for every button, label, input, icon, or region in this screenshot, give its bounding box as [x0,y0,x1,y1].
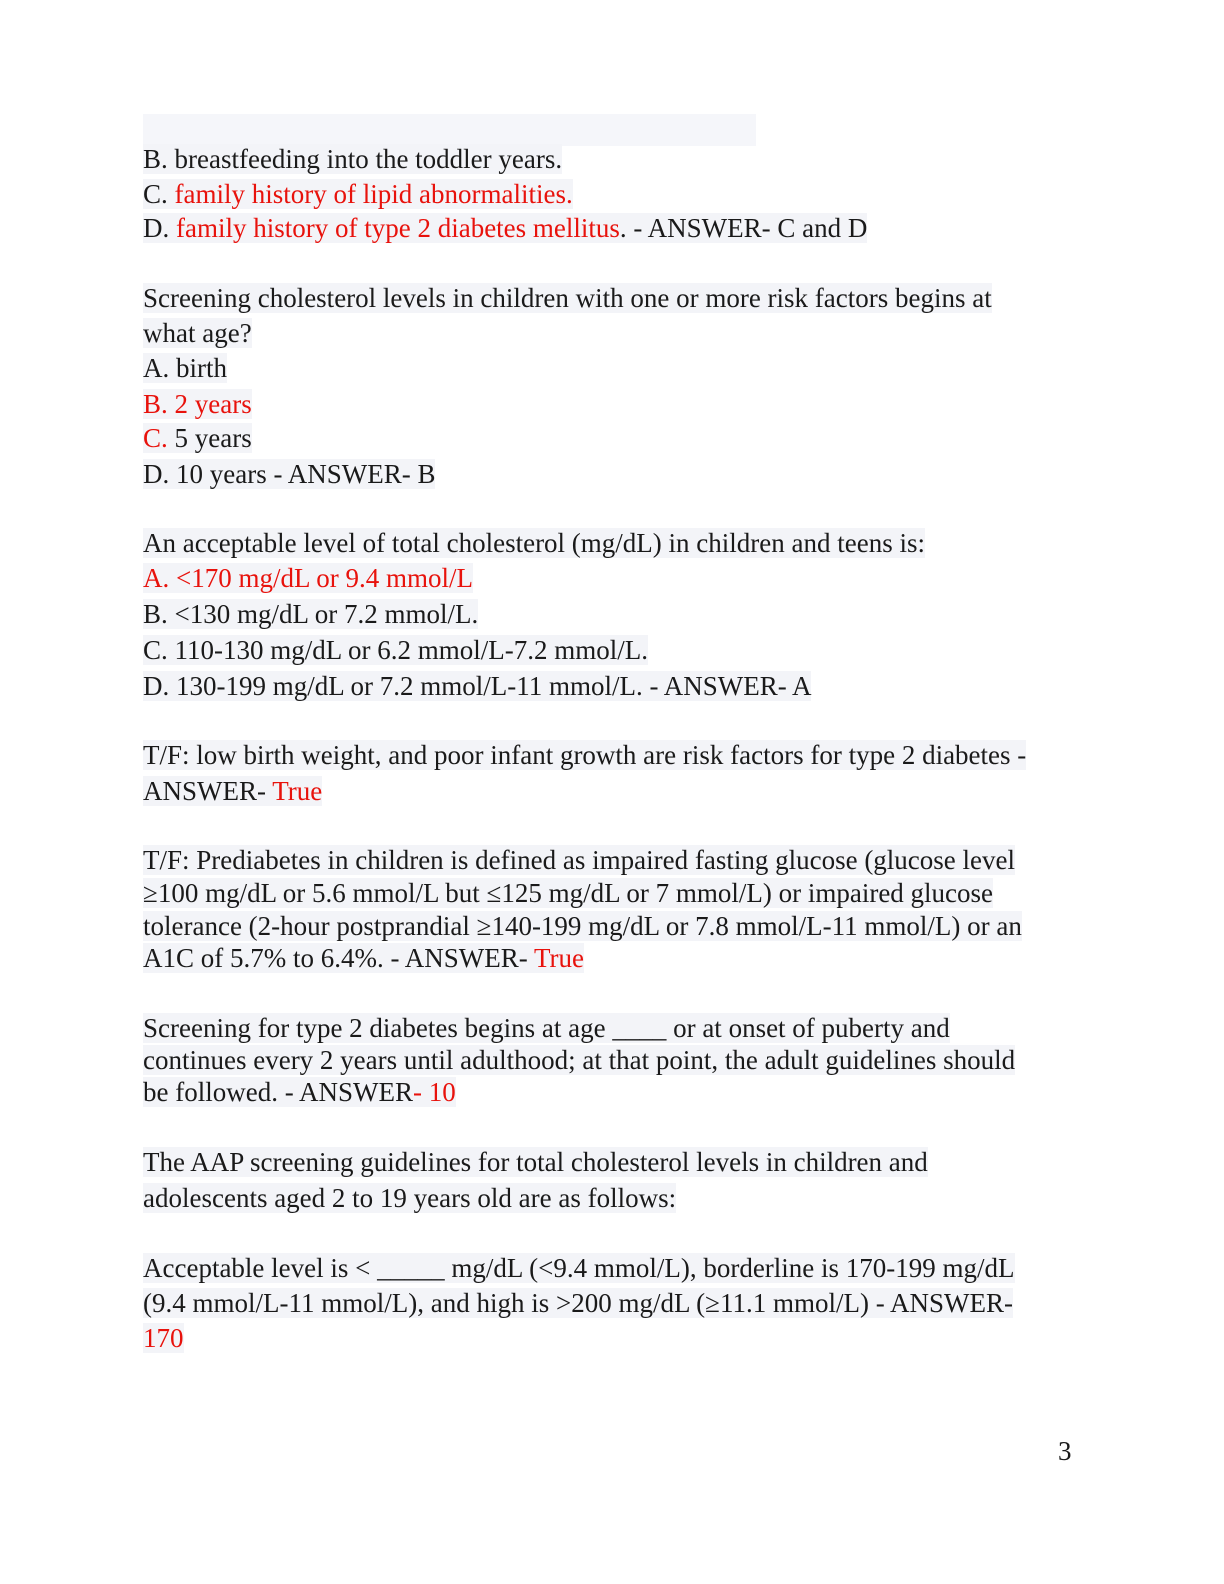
q7-line1 [143,1145,928,1179]
q5-answer: True [534,943,585,973]
q2-option-d-text: D. 10 years - ANSWER- B [143,459,436,489]
q1-option-d-text: family history of type 2 diabetes mellitus [176,213,620,243]
q7-line3-text: Acceptable level is < _____ mg/dL (<9.4 mmol/L), borderline is 170-199 mg/dL [143,1253,1015,1283]
q2-option-a [143,351,227,385]
q6-answer: - 10 [412,1077,456,1107]
q2-option-b-text: B. 2 years [143,389,252,419]
q3-stem-text: An acceptable level of total cholesterol (mg/dL) in children and teens is: [143,528,925,558]
q5-answer-prefix: A1C of 5.7% to 6.4%. - ANSWER- [143,943,534,973]
q2-option-a-text: A. birth [143,353,227,383]
q5-line1 [143,843,1015,877]
q5-line3-text: tolerance (2-hour postprandial ≥140-199 mg/dL or 7.8 mmol/L-11 mmol/L) or an [143,911,1022,941]
q7-line3 [143,1251,1015,1285]
q2-option-c-text: 5 years [167,423,252,453]
q1-option-d-prefix: D. [143,213,176,243]
q2-stem-line2-text: what age? [143,318,252,348]
q1-answer: . - ANSWER- C and D [619,213,868,243]
page-number: 3 [1058,1436,1072,1466]
q6-line3 [143,1075,456,1109]
q5-line4 [143,941,584,975]
q3-option-d-text: D. 130-199 mg/dL or 7.2 mmol/L-11 mmol/L. - ANSWER- A [143,671,812,701]
q7-line2 [143,1181,676,1215]
q6-line2 [143,1043,1015,1077]
q5-line2 [143,876,993,910]
q3-option-d [143,669,811,703]
q6-line2-text: continues every 2 years until adulthood; at that point, the adult guidelines should [143,1045,1016,1075]
q3-option-c [143,633,648,667]
q7-line1-text: The AAP screening guidelines for total cholesterol levels in children and [143,1147,928,1177]
q2-option-b [143,387,252,421]
q7-line2-text: adolescents aged 2 to 19 years old are as follows: [143,1183,677,1213]
q3-option-b-text: B. <130 mg/dL or 7.2 mmol/L. [143,599,479,629]
q7-line4 [143,1286,1013,1320]
q7-answer: 170 [143,1323,184,1353]
q7-line5 [143,1321,184,1355]
q1-option-c-prefix: C. [143,179,175,209]
q2-stem-line1-text: Screening cholesterol levels in children with one or more risk factors begins at [143,283,992,313]
q5-line1-text: T/F: Prediabetes in children is defined as impaired fasting glucose (glucose level [143,845,1016,875]
q2-stem-line2 [143,316,252,350]
q3-option-a [143,561,473,595]
q3-stem [143,526,925,560]
q2-option-d [143,457,435,491]
q1-option-d [143,211,867,245]
q4-line1 [143,738,1026,772]
q3-option-c-text: C. 110-130 mg/dL or 6.2 mmol/L-7.2 mmol/L. [143,635,648,665]
q2-option-c [143,421,252,455]
q5-line2-text: ≥100 mg/dL or 5.6 mmol/L but ≤125 mg/dL or 7 mmol/L) or impaired glucose [143,878,994,908]
q6-answer-prefix: be followed. - ANSWER [143,1077,413,1107]
q6-line1 [143,1011,950,1045]
q4-answer-prefix: ANSWER- [143,776,273,806]
q1-option-b-text: B. breastfeeding into the toddler years. [143,144,563,174]
q1-option-c [143,177,573,211]
q5-line3 [143,909,1022,943]
q6-line1-text: Screening for type 2 diabetes begins at age ____ or at onset of puberty and [143,1013,950,1043]
q1-option-c-text: family history of lipid abnormalities. [174,179,573,209]
q2-stem-line1 [143,281,992,315]
q1-option-b [143,142,562,176]
q7-line4-text: (9.4 mmol/L-11 mmol/L), and high is >200 mg/dL (≥11.1 mmol/L) - ANSWER- [143,1288,1013,1318]
q3-option-b [143,597,478,631]
q3-option-a-text: A. <170 mg/dL or 9.4 mmol/L [143,563,473,593]
q2-option-c-prefix: C. [143,423,168,453]
q4-line1-text: T/F: low birth weight, and poor infant growth are risk factors for type 2 diabetes - [143,740,1027,770]
q4-answer: True [272,776,323,806]
q4-line2 [143,774,322,808]
